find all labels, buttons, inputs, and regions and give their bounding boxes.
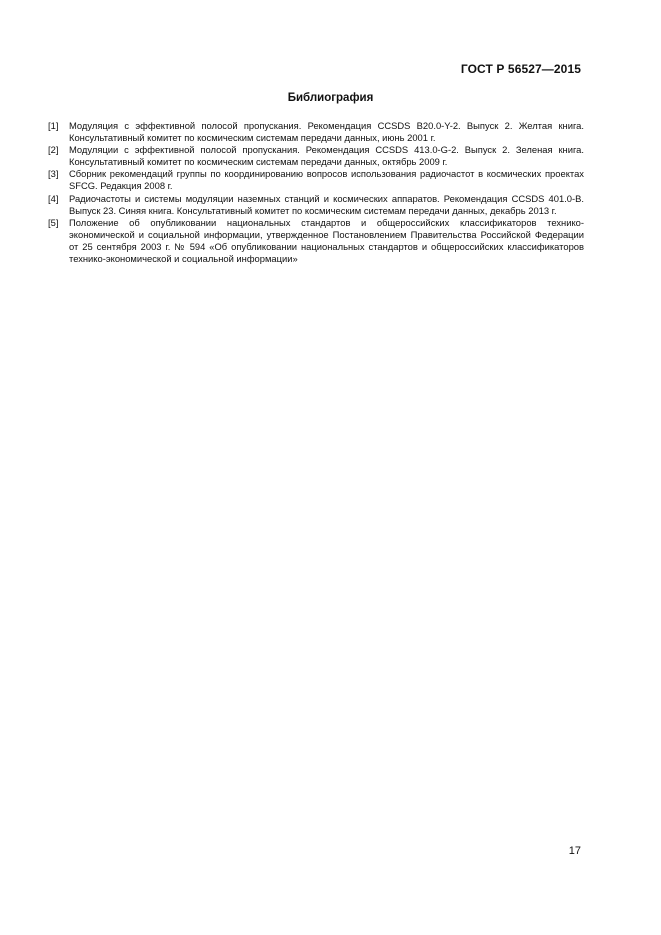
bibliography-item-text: Модуляции с эффективной полосой пропускания. Рекомендация CCSDS 413.0-G-2. Выпуск 2. Зеленая книга. Консультативный комитет по космическим системам передачи данных, октябрь 2009 г. xyxy=(69,144,584,168)
bibliography-list xyxy=(48,120,584,265)
bibliography-item-text: Радиочастоты и системы модуляции наземных станций и космических аппаратов. Рекомендация CCSDS 401.0-B. Выпуск 23. Синяя книга. Консультативный комитет по космическим системам передачи данных, декабрь 2013 г. xyxy=(69,192,584,216)
page-number: 17 xyxy=(568,845,581,857)
bibliography-item-text: Сборник рекомендаций группы по координированию вопросов использования радиочастот в космических проектах SFCG. Редакция 2008 г. xyxy=(69,168,584,192)
bibliography-item xyxy=(48,193,584,217)
bibliography-item xyxy=(48,120,584,144)
bibliography-item-number: [4] xyxy=(48,192,59,204)
bibliography-item xyxy=(48,168,584,192)
bibliography-item-text: Положение об опубликовании национальных стандартов и общероссийских классификаторов технико-экономической и социальной информации, утвержденное Постановлением Правительства Российской Федерации от 25 сентября 2003 г. № 594 «Об опубликовании национальных стандартов и общероссийских классификаторов технико-экономической и социальной информации» xyxy=(69,216,584,265)
bibliography-item xyxy=(48,144,584,168)
bibliography-item-number: [3] xyxy=(48,168,59,180)
bibliography-item-number: [5] xyxy=(48,216,59,228)
bibliography-item xyxy=(48,217,584,265)
document-code: ГОСТ Р 56527—2015 xyxy=(460,62,581,76)
bibliography-title: Библиография xyxy=(287,92,374,104)
bibliography-item-number: [1] xyxy=(48,120,59,131)
bibliography-item-number: [2] xyxy=(48,144,59,156)
bibliography-item-text: Модуляция с эффективной полосой пропускания. Рекомендация CCSDS B20.0-Y-2. Выпуск 2. Желтая книга. Консультативный комитет по космическим системам передачи данных, июнь 2001 г. xyxy=(69,120,584,144)
